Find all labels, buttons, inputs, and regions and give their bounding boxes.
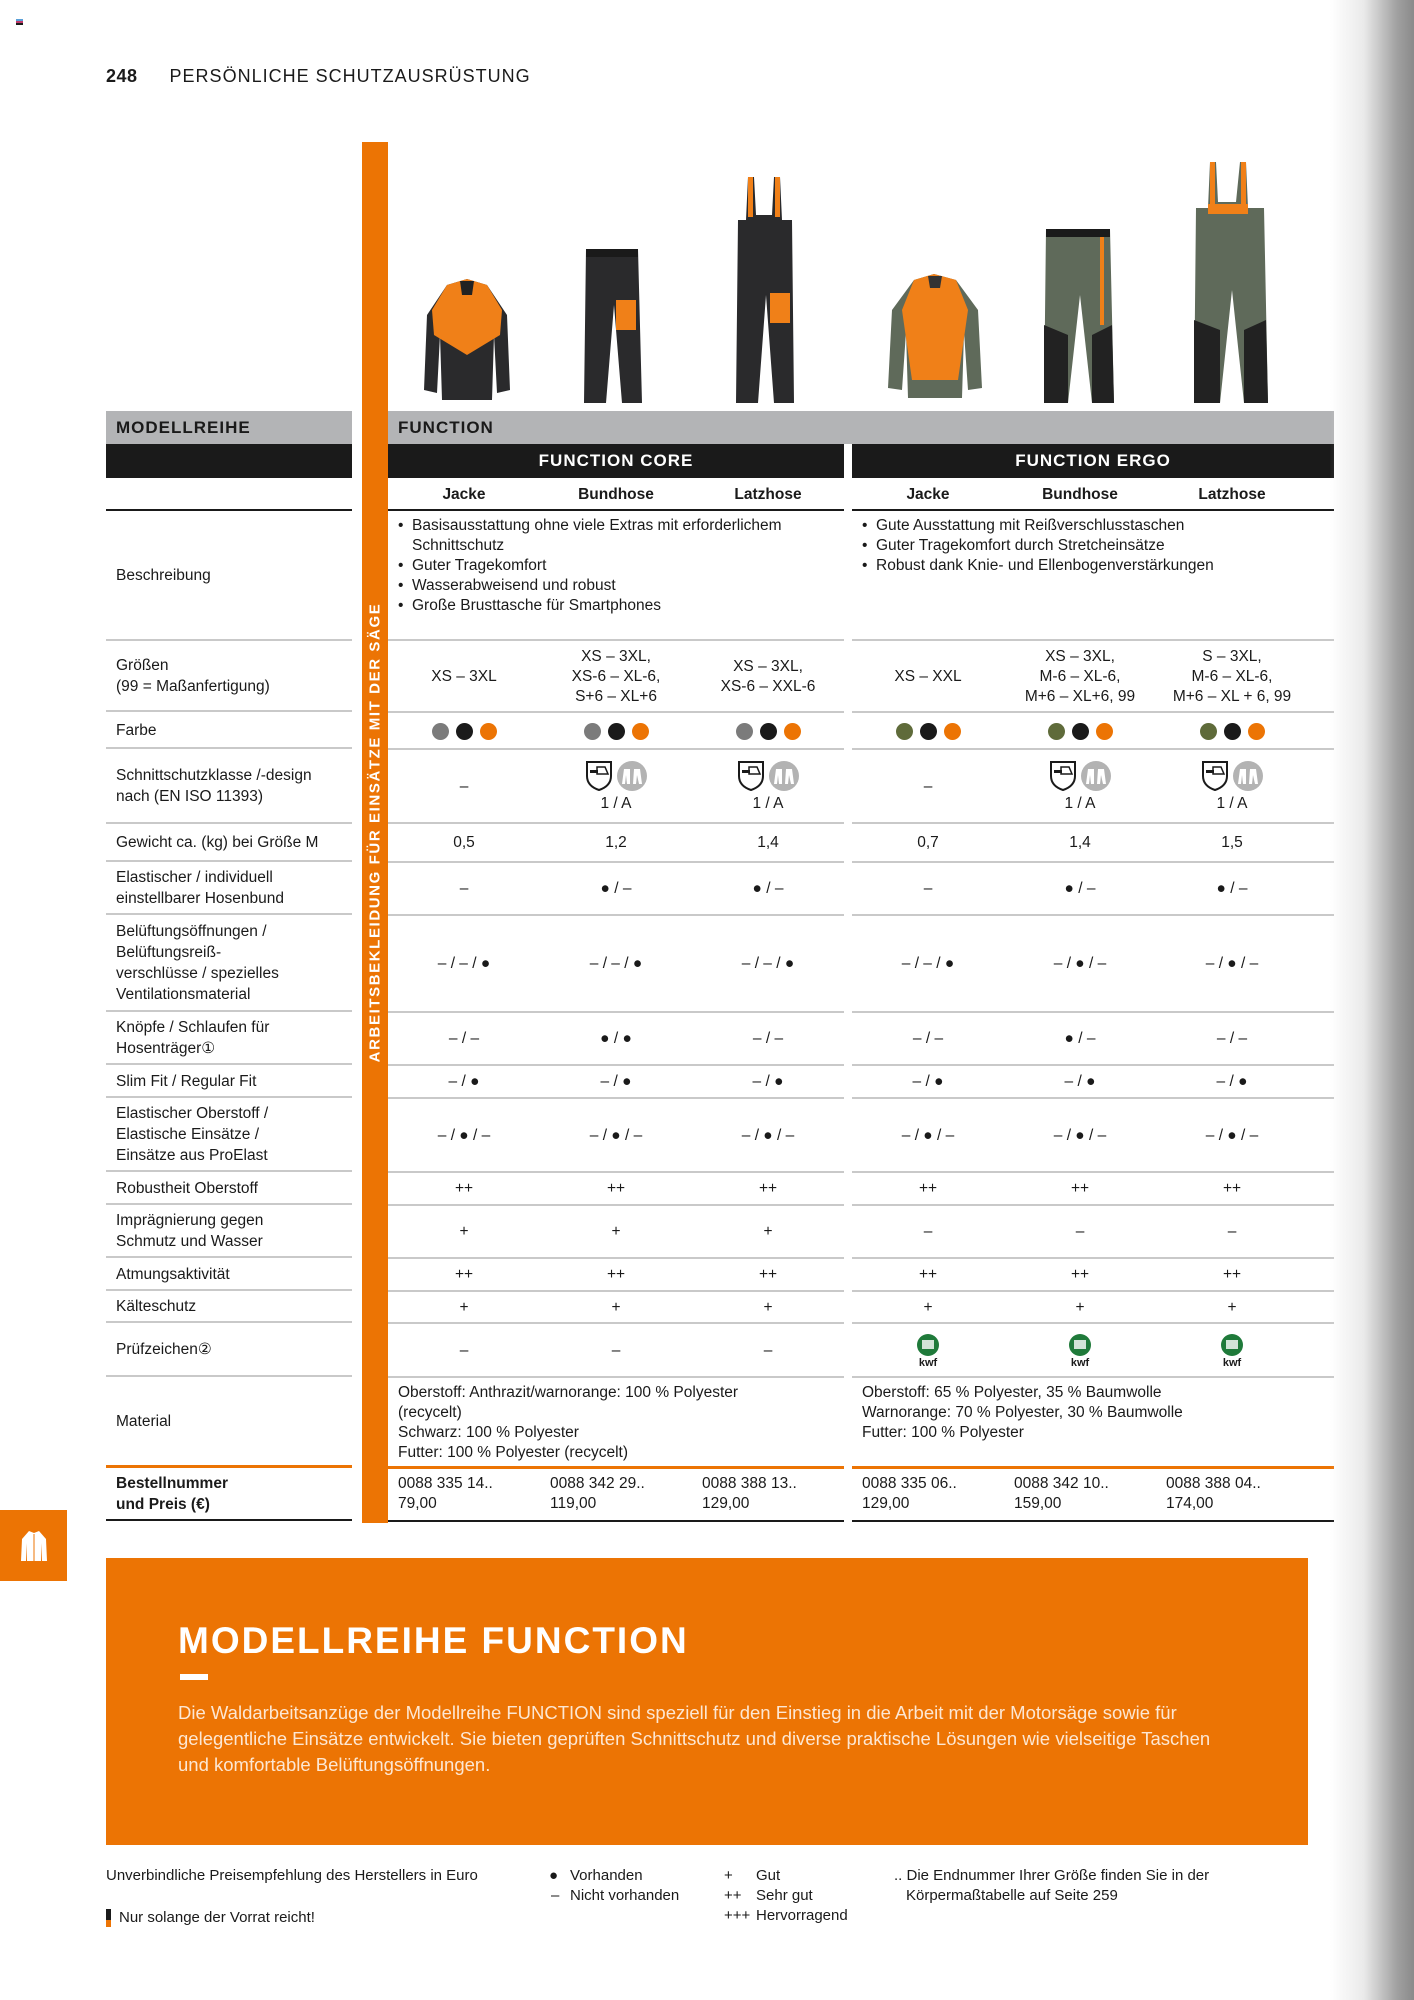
divider	[388, 509, 844, 511]
row-label-kaelteschutz: Kälteschutz	[106, 1292, 352, 1323]
cell-robustheit-core-latzhose: ++	[758, 1180, 778, 1197]
footer-stock-note: Nur solange der Vorrat reicht!	[106, 1908, 315, 1928]
stock-warning-icon	[106, 1909, 111, 1927]
cell-robustheit-core-jacke: ++	[454, 1180, 474, 1197]
kwf-certification-icon	[1218, 1333, 1246, 1369]
cell-impraegnierung-ergo-latzhose: –	[1227, 1223, 1237, 1240]
row-label-groessen: Größen (99 = Maßanfertigung)	[106, 641, 352, 712]
row-label-fit: Slim Fit / Regular Fit	[106, 1066, 352, 1098]
material-core: Oberstoff: Anthrazit/warnorange: 100 % Polyester (recycelt) Schwarz: 100 % Polyester Futter: 100 % Polyester (recycelt)	[398, 1384, 739, 1461]
column-header-ergo-jacke: Jacke	[906, 485, 950, 503]
promo-text: Die Waldarbeitsanzüge der Modellreihe FUNCTION sind speziell für den Einstieg in die Arbeit mit der Motorsäge sowie für gelegentliche Einsätze entwickelt. Sie bieten geprüften Schnittschutz und diverse praktische Lösungen wie vielseitige Taschen und komfortable Belüftungsöffnungen.	[178, 1702, 1211, 1775]
column-header-core-bundhose: Bundhose	[578, 485, 654, 503]
row-label-atmung: Atmungsaktivität	[106, 1259, 352, 1291]
cell-farbe-ergo-bundhose	[1004, 713, 1156, 749]
row-label-oberstoff: Elastischer Oberstoff / Elastische Einsätze / Einsätze aus ProElast	[106, 1099, 352, 1172]
legend-rating-2: Sehr gut	[756, 1887, 813, 1904]
product-images	[400, 150, 1300, 405]
cell-kaelte-ergo-bundhose: +	[1075, 1298, 1085, 1316]
cell-gewicht-ergo-latzhose: 1,5	[1221, 834, 1243, 851]
svg-text:kwf: kwf	[1222, 1356, 1242, 1369]
cell-oberstoff-core-jacke: – / ● / –	[437, 1126, 491, 1144]
cell-fit-core-latzhose: – / ●	[752, 1073, 784, 1090]
cell-pruefzeichen-core-bundhose: –	[611, 1341, 621, 1359]
divider	[388, 1376, 844, 1378]
promo-box	[106, 1558, 1308, 1845]
design-a-trousers-icon	[769, 761, 799, 791]
legend-rating-1-symbol: +	[724, 1867, 733, 1884]
cell-knoepfe-core-jacke: – / –	[448, 1030, 480, 1047]
jacket-icon	[20, 1529, 48, 1563]
cell-hosenbund-core-jacke: –	[459, 880, 469, 897]
cell-belueftung-core-latzhose: – / – / ●	[741, 955, 795, 972]
chainsaw-shield-icon	[1049, 760, 1077, 792]
category-side-bar-label: ARBEITSBEKLEIDUNG FÜR EINSÄTZE MIT DER SÄGE	[366, 602, 384, 1063]
legend-not-available: Nicht vorhanden	[570, 1887, 680, 1904]
row-label-bestellnummer: Bestellnummer und Preis (€)	[106, 1469, 352, 1521]
footer-price-note: Unverbindliche Preisempfehlung des Herstellers in Euro	[106, 1867, 478, 1884]
svg-text:kwf: kwf	[918, 1356, 938, 1369]
cell-fit-ergo-jacke: – / ●	[912, 1073, 944, 1090]
cell-oberstoff-ergo-latzhose: – / ● / –	[1205, 1126, 1259, 1144]
cell-atmung-ergo-latzhose: ++	[1222, 1266, 1242, 1283]
cell-schnittschutz-core-bundhose: 1 / A	[540, 750, 692, 824]
chainsaw-shield-icon	[1201, 760, 1229, 792]
cell-knoepfe-ergo-jacke: – / –	[912, 1030, 944, 1047]
cell-groessen-ergo-jacke: XS – XXL	[894, 667, 962, 685]
cell-knoepfe-core-latzhose: – / –	[752, 1030, 784, 1047]
divider	[852, 509, 1334, 511]
description-core: • Basisausstattung ohne viele Extras mit erforderlichem Schnittschutz • Guter Tragekomfort • Wasserabweisend und robust • Große Brusttasche für Smartphones	[398, 516, 838, 616]
cell-oberstoff-core-bundhose: – / ● / –	[589, 1126, 643, 1144]
color-swatch-orange	[944, 723, 961, 740]
cell-knoepfe-ergo-latzhose: – / –	[1216, 1030, 1248, 1047]
cell-knoepfe-ergo-bundhose: ● / –	[1064, 1030, 1096, 1047]
cell-fit-ergo-latzhose: – / ●	[1216, 1073, 1248, 1090]
print-registration-mark	[16, 19, 23, 25]
page-gutter-shadow	[1330, 0, 1414, 2000]
row-label-impraegnierung: Imprägnierung gegen Schmutz und Wasser	[106, 1206, 352, 1258]
cell-groessen-core-latzhose: XS – 3XL, XS-6 – XXL-6	[720, 657, 816, 695]
cell-gewicht-ergo-jacke: 0,7	[917, 834, 939, 851]
legend-available-symbol: ●	[549, 1867, 559, 1884]
legend-available: Vorhanden	[570, 1867, 643, 1884]
cell-atmung-core-bundhose: ++	[606, 1266, 626, 1283]
color-swatch-black	[1224, 723, 1241, 740]
legend-rating-3-symbol: +++	[724, 1907, 751, 1924]
kwf-certification-icon	[1066, 1333, 1094, 1369]
color-swatch-olive	[1200, 723, 1217, 740]
cell-robustheit-core-bundhose: ++	[606, 1180, 626, 1197]
cell-oberstoff-core-latzhose: – / ● / –	[741, 1126, 795, 1144]
column-header-core-jacke: Jacke	[442, 485, 486, 503]
row-label-robustheit: Robustheit Oberstoff	[106, 1173, 352, 1205]
cell-hosenbund-ergo-bundhose: ● / –	[1064, 880, 1096, 897]
cell-pruefzeichen-ergo-latzhose	[1156, 1324, 1308, 1377]
cell-fit-core-jacke: – / ●	[448, 1073, 480, 1090]
description-ergo: • Gute Ausstattung mit Reißverschlusstaschen • Guter Tragekomfort durch Stretcheinsätze • Robust dank Knie- und Ellenbogenverstärkungen	[862, 516, 1302, 576]
cell-belueftung-core-bundhose: – / – / ●	[589, 955, 643, 972]
color-swatch-olive	[896, 723, 913, 740]
cell-fit-core-bundhose: – / ●	[600, 1073, 632, 1090]
color-swatch-black	[760, 723, 777, 740]
cell-belueftung-core-jacke: – / – / ●	[437, 955, 491, 972]
modellreihe-label: MODELLREIHE	[106, 411, 352, 444]
cell-groessen-core-jacke: XS – 3XL	[431, 667, 497, 685]
product-image-core-latzhose	[732, 175, 796, 405]
cell-belueftung-ergo-bundhose: – / ● / –	[1053, 955, 1107, 972]
row-label-farbe: Farbe	[106, 713, 352, 749]
kwf-certification-icon	[914, 1333, 942, 1369]
cell-gewicht-core-latzhose: 1,4	[757, 834, 779, 851]
cell-gewicht-ergo-bundhose: 1,4	[1069, 834, 1091, 851]
cell-pruefzeichen-ergo-jacke	[852, 1324, 1004, 1377]
cell-pruefzeichen-core-jacke: –	[459, 1341, 469, 1359]
cell-schnittschutz-ergo-jacke: –	[923, 778, 933, 795]
order-ergo-jacke: 0088 335 06.. 129,00	[862, 1475, 957, 1512]
cell-groessen-ergo-bundhose: XS – 3XL, M-6 – XL-6, M+6 – XL+6, 99	[1024, 647, 1136, 705]
cell-kaelte-core-bundhose: +	[611, 1298, 621, 1316]
product-image-ergo-latzhose	[1190, 160, 1270, 405]
cell-schnittschutz-core-jacke: –	[459, 778, 469, 795]
legend-not-available-symbol: –	[551, 1887, 560, 1904]
cell-farbe-core-jacke	[388, 713, 540, 749]
promo-title-underline	[180, 1674, 208, 1680]
promo-title: MODELLREIHE FUNCTION	[178, 1620, 689, 1661]
group-title-core: FUNCTION CORE	[388, 444, 844, 478]
order-core-jacke: 0088 335 14.. 79,00	[398, 1475, 493, 1512]
color-swatch-orange	[1248, 723, 1265, 740]
column-header-ergo-bundhose: Bundhose	[1042, 485, 1118, 503]
row-label-belueftung: Belüftungsöffnungen / Belüftungsreiß- verschlüsse / spezielles Ventilationsmaterial	[106, 916, 352, 1012]
color-swatch-orange	[784, 723, 801, 740]
svg-text:kwf: kwf	[1070, 1356, 1090, 1369]
cell-hosenbund-ergo-jacke: –	[923, 880, 933, 897]
row-label-gewicht: Gewicht ca. (kg) bei Größe M	[106, 824, 352, 862]
row-label-knoepfe: Knöpfe / Schlaufen für Hosenträger①	[106, 1013, 352, 1065]
divider	[388, 1520, 844, 1522]
legend-rating-2-symbol: ++	[724, 1887, 742, 1904]
cell-knoepfe-core-bundhose: ● / ●	[600, 1030, 632, 1047]
cell-hosenbund-core-bundhose: ● / –	[600, 880, 632, 897]
color-swatch-orange	[632, 723, 649, 740]
cell-impraegnierung-core-jacke: +	[459, 1223, 469, 1240]
cell-farbe-core-bundhose	[540, 713, 692, 749]
cell-pruefzeichen-core-latzhose: –	[763, 1341, 773, 1359]
legend-rating-1: Gut	[756, 1867, 781, 1884]
chainsaw-shield-icon	[585, 760, 613, 792]
group-title-ergo: FUNCTION ERGO	[852, 444, 1334, 478]
cell-schnittschutz-ergo-bundhose: 1 / A	[1004, 750, 1156, 824]
cell-schnittschutz-ergo-latzhose: 1 / A	[1156, 750, 1308, 824]
product-image-ergo-jacke	[886, 270, 984, 405]
color-swatch-black	[608, 723, 625, 740]
order-core-bundhose: 0088 342 29.. 119,00	[550, 1475, 645, 1512]
cell-atmung-ergo-bundhose: ++	[1070, 1266, 1090, 1283]
cell-belueftung-ergo-jacke: – / – / ●	[901, 955, 955, 972]
cell-kaelte-ergo-latzhose: +	[1227, 1298, 1237, 1316]
cell-robustheit-ergo-latzhose: ++	[1222, 1180, 1242, 1197]
product-image-core-bundhose	[580, 245, 644, 405]
chainsaw-shield-icon	[737, 760, 765, 792]
order-ergo-latzhose: 0088 388 04.. 174,00	[1166, 1475, 1261, 1512]
cell-impraegnierung-ergo-bundhose: –	[1075, 1223, 1085, 1240]
cell-farbe-core-latzhose	[692, 713, 844, 749]
left-black-header	[106, 444, 352, 478]
cell-gewicht-core-bundhose: 1,2	[605, 834, 627, 851]
cell-farbe-ergo-jacke	[852, 713, 1004, 749]
cell-kaelte-ergo-jacke: +	[923, 1298, 933, 1316]
color-swatch-grey	[736, 723, 753, 740]
page-header	[106, 66, 531, 87]
section-title: PERSÖNLICHE SCHUTZAUSRÜSTUNG	[169, 66, 531, 86]
cell-groessen-ergo-latzhose: S – 3XL, M-6 – XL-6, M+6 – XL + 6, 99	[1172, 647, 1292, 705]
cell-robustheit-ergo-bundhose: ++	[1070, 1180, 1090, 1197]
cell-oberstoff-ergo-bundhose: – / ● / –	[1053, 1126, 1107, 1144]
cell-groessen-core-bundhose: XS – 3XL, XS-6 – XL-6, S+6 – XL+6	[571, 647, 661, 705]
design-a-trousers-icon	[1233, 761, 1263, 791]
cell-hosenbund-core-latzhose: ● / –	[752, 880, 784, 897]
design-a-trousers-icon	[1081, 761, 1111, 791]
cell-impraegnierung-core-latzhose: +	[763, 1223, 773, 1240]
row-label-material: Material	[106, 1378, 352, 1468]
divider	[852, 1376, 1334, 1378]
cell-impraegnierung-core-bundhose: +	[611, 1223, 621, 1240]
color-swatch-grey	[432, 723, 449, 740]
cell-atmung-core-jacke: ++	[454, 1266, 474, 1283]
column-header-ergo-latzhose: Latzhose	[1198, 485, 1266, 503]
divider	[852, 1520, 1334, 1522]
cell-farbe-ergo-latzhose	[1156, 713, 1308, 749]
order-ergo-bundhose: 0088 342 10.. 159,00	[1014, 1475, 1109, 1512]
divider	[388, 1466, 844, 1469]
color-swatch-black	[1072, 723, 1089, 740]
modellreihe-value: FUNCTION	[388, 411, 1334, 444]
size-note: .. Die Endnummer Ihrer Größe finden Sie in der Körpermaßtabelle auf Seite 259	[894, 1867, 1210, 1904]
cell-belueftung-ergo-latzhose: – / ● / –	[1205, 955, 1259, 972]
cell-pruefzeichen-ergo-bundhose	[1004, 1324, 1156, 1377]
cell-robustheit-ergo-jacke: ++	[918, 1180, 938, 1197]
material-ergo: Oberstoff: 65 % Polyester, 35 % Baumwolle Warnorange: 70 % Polyester, 30 % Baumwolle Futter: 100 % Polyester	[862, 1384, 1183, 1441]
column-header-core-latzhose: Latzhose	[734, 485, 802, 503]
color-swatch-black	[920, 723, 937, 740]
cell-atmung-core-latzhose: ++	[758, 1266, 778, 1283]
order-core-latzhose: 0088 388 13.. 129,00	[702, 1475, 797, 1512]
divider	[852, 1466, 1334, 1469]
row-label-schnittschutz: Schnittschutzklasse /-design nach (EN ISO 11393)	[106, 750, 352, 824]
row-label-pruefzeichen: Prüfzeichen②	[106, 1324, 352, 1377]
page-number: 248	[106, 66, 138, 86]
legend-rating-3: Hervorragend	[756, 1907, 848, 1924]
cell-kaelte-core-jacke: +	[459, 1298, 469, 1316]
color-swatch-orange	[1096, 723, 1113, 740]
category-tab-clothing[interactable]	[0, 1510, 67, 1581]
cell-hosenbund-ergo-latzhose: ● / –	[1216, 880, 1248, 897]
cell-oberstoff-ergo-jacke: – / ● / –	[901, 1126, 955, 1144]
color-swatch-black	[456, 723, 473, 740]
cell-atmung-ergo-jacke: ++	[918, 1266, 938, 1283]
cell-gewicht-core-jacke: 0,5	[453, 834, 475, 851]
design-a-trousers-icon	[617, 761, 647, 791]
row-label-hosenbund: Elastischer / individuell einstellbarer Hosenbund	[106, 863, 352, 915]
color-swatch-orange	[480, 723, 497, 740]
product-image-ergo-bundhose	[1040, 225, 1116, 405]
product-image-core-jacke	[422, 275, 512, 405]
color-swatch-grey	[584, 723, 601, 740]
row-label-beschreibung: Beschreibung	[106, 511, 352, 641]
cell-fit-ergo-bundhose: – / ●	[1064, 1073, 1096, 1090]
color-swatch-olive	[1048, 723, 1065, 740]
cell-schnittschutz-core-latzhose: 1 / A	[692, 750, 844, 824]
cell-impraegnierung-ergo-jacke: –	[923, 1223, 933, 1240]
cell-kaelte-core-latzhose: +	[763, 1298, 773, 1316]
